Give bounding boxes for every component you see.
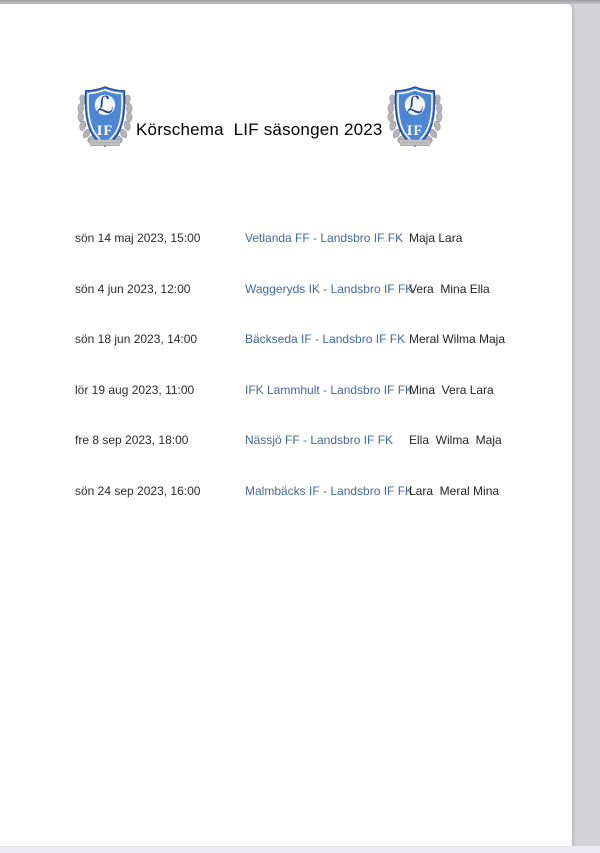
club-emblem-icon	[74, 84, 136, 150]
schedule-row	[75, 282, 545, 333]
monogram-letter-l: ℒ	[96, 92, 114, 120]
page-title: Körschema LIF säsongen 2023	[136, 120, 383, 139]
document-page	[0, 4, 573, 846]
match-fixture: Bäckseda IF - Landsbro IF FK	[245, 332, 406, 347]
match-drivers: Vera Mina Ella	[409, 281, 490, 296]
match-date: fre 8 sep 2023, 18:00	[75, 433, 189, 448]
match-fixture: Malmbäcks IF - Landsbro IF FK	[245, 483, 414, 498]
match-date: lör 19 aug 2023, 11:00	[75, 382, 195, 397]
monogram-letter-l: ℒ	[406, 92, 424, 120]
schedule-row	[75, 433, 545, 484]
match-drivers: Mina Vera Lara	[409, 382, 494, 397]
schedule-row	[75, 231, 545, 282]
photo-margin-bottom	[0, 846, 600, 853]
ride-schedule-list	[75, 231, 545, 535]
match-fixture: Nässjö FF - Landsbro IF FK	[245, 433, 394, 448]
match-fixture: IFK Lammhult - Landsbro IF FK	[245, 382, 414, 397]
match-drivers: Ella Wilma Maja	[409, 433, 502, 448]
match-fixture: Vetlanda FF - Landsbro IF FK	[245, 231, 404, 245]
club-emblem-icon	[384, 84, 446, 150]
schedule-row	[75, 332, 545, 383]
monogram-letters-if: IF	[406, 122, 424, 139]
match-date: sön 14 maj 2023, 15:00	[75, 231, 201, 245]
match-drivers: Lara Meral Mina	[409, 483, 500, 498]
schedule-row	[75, 383, 545, 434]
match-fixture: Waggeryds IK - Landsbro IF FK	[245, 281, 414, 296]
match-date: sön 24 sep 2023, 16:00	[75, 483, 201, 498]
match-drivers: Maja Lara	[409, 231, 463, 245]
monogram-letters-if: IF	[96, 122, 114, 139]
schedule-row	[75, 484, 545, 535]
match-date: sön 18 jun 2023, 14:00	[75, 332, 198, 347]
match-drivers: Meral Wilma Maja	[409, 332, 506, 347]
match-date: sön 4 jun 2023, 12:00	[75, 281, 191, 296]
